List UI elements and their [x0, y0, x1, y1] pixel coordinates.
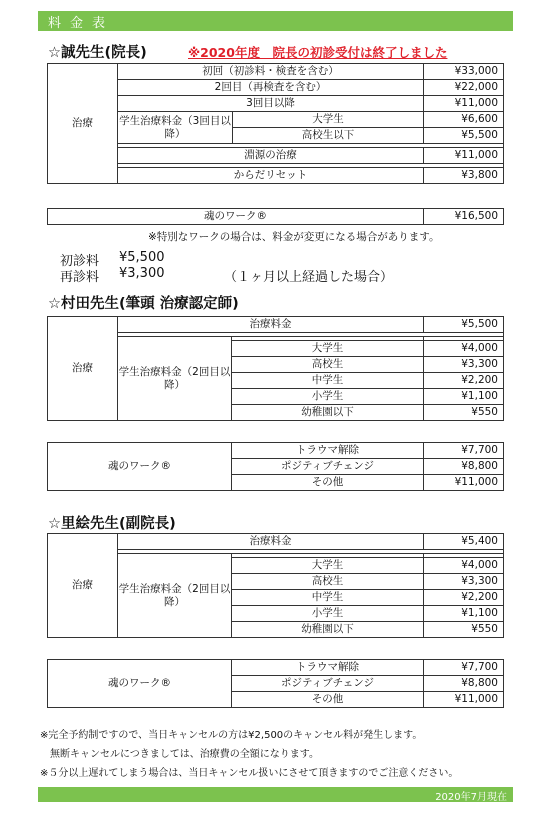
row-label: 小学生	[232, 389, 424, 405]
row-price: ¥2,200	[424, 590, 504, 606]
row-price: ¥7,700	[424, 660, 504, 676]
late-arrival-note: ※５分以上遅れてしまう場合は、当日キャンセル扱いにさせて頂きますのでご注意ください。	[40, 768, 459, 779]
first-visit-fee: ¥5,500	[119, 250, 165, 265]
row-label: 幼稚園以下	[232, 405, 424, 421]
row-price: ¥11,000	[424, 148, 504, 164]
table-row	[48, 317, 504, 333]
soul-work-table-sei	[47, 208, 504, 225]
row-label: 初回（初診料・検査を含む）	[118, 64, 424, 80]
row-price: ¥1,100	[424, 606, 504, 622]
row-price: ¥3,300	[424, 574, 504, 590]
row-label: 中学生	[232, 590, 424, 606]
row-price: ¥11,000	[424, 692, 504, 708]
table-row	[48, 64, 504, 80]
row-price: ¥8,800	[424, 676, 504, 692]
repeat-visit-fee: ¥3,300	[119, 266, 165, 281]
table-row	[48, 209, 504, 225]
row-price: ¥16,500	[424, 209, 504, 225]
price-table-rie	[47, 533, 504, 638]
row-price: ¥4,000	[424, 341, 504, 357]
row-price: ¥8,800	[424, 459, 504, 475]
cancellation-note: ※完全予約制ですので、当日キャンセルの方は¥2,500のキャンセル料が発生します。	[40, 730, 423, 741]
row-label: 3回目以降	[118, 96, 424, 112]
soul-work-label: 魂のワーク®	[48, 660, 232, 708]
soul-work-table-rie	[47, 659, 504, 708]
table-row	[48, 534, 504, 550]
row-label: からだリセット	[118, 168, 424, 184]
repeat-visit-note: （１ヶ月以上経過した場合）	[224, 270, 394, 285]
row-label: 2回目（再検査を含む）	[118, 80, 424, 96]
category-label: 治療	[48, 317, 118, 421]
row-price: ¥5,500	[424, 128, 504, 144]
header-bar	[38, 11, 513, 31]
student-fee-label: 学生治療料金（2回目以降）	[118, 554, 232, 638]
row-price: ¥7,700	[424, 443, 504, 459]
price-table-murata	[47, 316, 504, 421]
row-label: 淵源の治療	[118, 148, 424, 164]
row-price: ¥4,000	[424, 558, 504, 574]
as-of-date: 2020年7月現在	[435, 792, 507, 803]
row-price: ¥22,000	[424, 80, 504, 96]
row-label: その他	[232, 692, 424, 708]
row-label: トラウマ解除	[232, 660, 424, 676]
row-label: ポジティブチェンジ	[232, 459, 424, 475]
no-show-note: 無断キャンセルにつきましては、治療費の全額になります。	[40, 749, 319, 760]
row-label: ポジティブチェンジ	[232, 676, 424, 692]
repeat-visit-label: 再診料	[60, 270, 100, 285]
row-price: ¥550	[424, 405, 504, 421]
section-heading-murata: ☆村田先生(筆頭 治療認定師)	[48, 296, 239, 312]
row-price: ¥11,000	[424, 475, 504, 491]
row-label: 大学生	[232, 558, 424, 574]
row-label: 高校生	[232, 357, 424, 373]
section-heading-sei: ☆誠先生(院長)	[48, 45, 147, 61]
soul-work-label: 魂のワーク®	[48, 443, 232, 491]
row-price: ¥5,400	[424, 534, 504, 550]
table-row	[48, 443, 504, 459]
table-row	[48, 660, 504, 676]
row-label: 治療料金	[118, 534, 424, 550]
row-price: ¥2,200	[424, 373, 504, 389]
soul-work-table-murata	[47, 442, 504, 491]
row-label: その他	[232, 475, 424, 491]
special-work-note: ※特別なワークの場合は、料金が変更になる場合があります。	[148, 231, 440, 243]
row-label: 魂のワーク®	[48, 209, 424, 225]
row-label: 幼稚園以下	[232, 622, 424, 638]
student-fee-label: 学生治療料金（2回目以降）	[118, 337, 232, 421]
category-label: 治療	[48, 534, 118, 638]
row-price: ¥3,800	[424, 168, 504, 184]
row-label: 小学生	[232, 606, 424, 622]
category-label: 治療	[48, 64, 118, 184]
row-price: ¥550	[424, 622, 504, 638]
row-label: 大学生	[232, 341, 424, 357]
row-label: 大学生	[233, 112, 424, 128]
row-price: ¥1,100	[424, 389, 504, 405]
student-fee-label: 学生治療料金（3回目以降）	[118, 112, 233, 144]
row-price: ¥3,300	[424, 357, 504, 373]
row-price: ¥6,600	[424, 112, 504, 128]
row-label: トラウマ解除	[232, 443, 424, 459]
row-label: 治療料金	[118, 317, 424, 333]
row-label: 中学生	[232, 373, 424, 389]
row-price: ¥11,000	[424, 96, 504, 112]
row-price: ¥5,500	[424, 317, 504, 333]
row-label: 高校生以下	[233, 128, 424, 144]
section-heading-rie: ☆里絵先生(副院長)	[48, 516, 176, 532]
price-table-sei	[47, 63, 504, 184]
closure-notice: ※2020年度 院長の初診受付は終了しました	[188, 45, 448, 60]
row-label: 高校生	[232, 574, 424, 590]
page-title: 料金表	[48, 16, 115, 31]
footer-bar	[38, 787, 513, 802]
first-visit-label: 初診料	[60, 254, 100, 269]
row-price: ¥33,000	[424, 64, 504, 80]
